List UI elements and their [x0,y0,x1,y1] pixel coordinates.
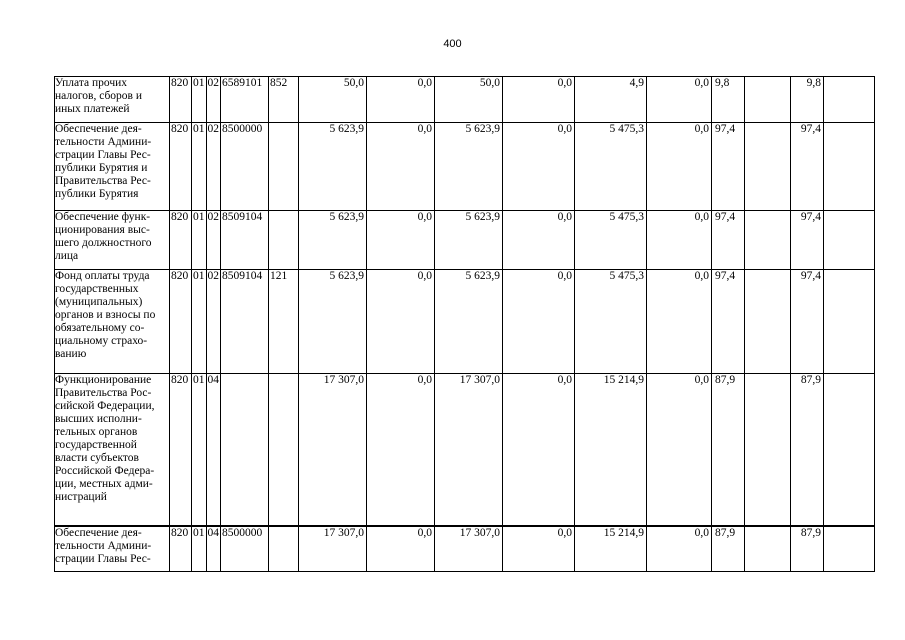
table-row [55,374,875,526]
table-row [55,77,875,123]
expense-type-code [269,123,299,211]
blank-cell-b [824,526,875,572]
fact-extra-value-b: 0,0 [647,123,712,211]
ministry-code: 820 [170,211,192,270]
execution-percent-total: 87,9 [791,526,824,572]
subsection-code: 04 [206,526,221,572]
execution-percent-total: 97,4 [791,211,824,270]
execution-percent-total: 97,4 [791,123,824,211]
row-name: Обеспечение функ- ционирования выс- шего должностного лица [55,211,170,270]
subsection-code: 02 [206,123,221,211]
fact-extra-value-a: 0,0 [503,77,575,123]
section-code: 01 [192,374,207,526]
row-name: Обеспечение дея- тельности Админи- страции Главы Рес- [55,526,170,572]
plan-total-value: 5 623,9 [435,270,503,374]
fact-value: 15 214,9 [575,374,647,526]
plan-total-value: 17 307,0 [435,526,503,572]
execution-percent: 97,4 [712,211,745,270]
fact-extra-value-b: 0,0 [647,77,712,123]
plan-total-value: 17 307,0 [435,374,503,526]
execution-percent: 9,8 [712,77,745,123]
subsection-code: 02 [206,270,221,374]
execution-percent: 97,4 [712,123,745,211]
blank-cell-a [745,270,791,374]
budget-table [54,76,875,572]
blank-cell-b [824,77,875,123]
execution-percent: 87,9 [712,374,745,526]
row-name: Обеспечение дея- тельности Админи- страции Главы Рес- публики Бурятия и Правительства Рес- публики Бурятия [55,123,170,211]
target-article-code [221,374,269,526]
ministry-code: 820 [170,123,192,211]
fact-extra-value-a: 0,0 [503,270,575,374]
plan-extra-value: 0,0 [367,77,435,123]
target-article-code: 8509104 [221,270,269,374]
execution-percent: 87,9 [712,526,745,572]
target-article-code: 8509104 [221,211,269,270]
execution-percent-total: 97,4 [791,270,824,374]
fact-extra-value-b: 0,0 [647,270,712,374]
plan-value: 50,0 [299,77,367,123]
section-code: 01 [192,526,207,572]
subsection-code: 02 [206,211,221,270]
plan-total-value: 5 623,9 [435,211,503,270]
blank-cell-a [745,77,791,123]
plan-value: 5 623,9 [299,123,367,211]
table-row [55,123,875,211]
section-code: 01 [192,211,207,270]
plan-extra-value: 0,0 [367,270,435,374]
fact-extra-value-a: 0,0 [503,211,575,270]
expense-type-code: 121 [269,270,299,374]
execution-percent-total: 87,9 [791,374,824,526]
table-row [55,211,875,270]
plan-value: 5 623,9 [299,211,367,270]
fact-extra-value-b: 0,0 [647,526,712,572]
execution-percent: 97,4 [712,270,745,374]
ministry-code: 820 [170,526,192,572]
blank-cell-b [824,374,875,526]
plan-extra-value: 0,0 [367,211,435,270]
subsection-code: 02 [206,77,221,123]
blank-cell-a [745,374,791,526]
fact-value: 5 475,3 [575,123,647,211]
table-body [55,77,875,572]
blank-cell-a [745,526,791,572]
expense-type-code [269,211,299,270]
fact-value: 5 475,3 [575,211,647,270]
blank-cell-a [745,123,791,211]
execution-percent-total: 9,8 [791,77,824,123]
fact-value: 15 214,9 [575,526,647,572]
subsection-code: 04 [206,374,221,526]
plan-extra-value: 0,0 [367,374,435,526]
row-name: Фонд оплаты труда государственных (муниципальных) органов и взносы по обязательному со- циальному страхо- ванию [55,270,170,374]
blank-cell-b [824,270,875,374]
section-code: 01 [192,270,207,374]
target-article-code: 8500000 [221,123,269,211]
ministry-code: 820 [170,374,192,526]
plan-extra-value: 0,0 [367,526,435,572]
table-row [55,270,875,374]
fact-value: 5 475,3 [575,270,647,374]
fact-extra-value-b: 0,0 [647,374,712,526]
row-name: Функционирование Правительства Рос- сийской Федерации, высших исполни- тельных органов государственной власти субъектов Российской Федера- ции, местных адми- нистраций [55,374,170,526]
table-row [55,526,875,572]
fact-extra-value-a: 0,0 [503,374,575,526]
blank-cell-b [824,123,875,211]
plan-extra-value: 0,0 [367,123,435,211]
plan-value: 5 623,9 [299,270,367,374]
plan-total-value: 5 623,9 [435,123,503,211]
row-name: Уплата прочих налогов, сборов и иных платежей [55,77,170,123]
target-article-code: 6589101 [221,77,269,123]
plan-total-value: 50,0 [435,77,503,123]
fact-extra-value-b: 0,0 [647,211,712,270]
expense-type-code [269,526,299,572]
fact-extra-value-a: 0,0 [503,123,575,211]
section-code: 01 [192,123,207,211]
plan-value: 17 307,0 [299,374,367,526]
expense-type-code [269,374,299,526]
fact-extra-value-a: 0,0 [503,526,575,572]
expense-type-code: 852 [269,77,299,123]
section-code: 01 [192,77,207,123]
plan-value: 17 307,0 [299,526,367,572]
fact-value: 4,9 [575,77,647,123]
ministry-code: 820 [170,77,192,123]
ministry-code: 820 [170,270,192,374]
page-number: 400 [443,38,462,50]
blank-cell-a [745,211,791,270]
blank-cell-b [824,211,875,270]
target-article-code: 8500000 [221,526,269,572]
